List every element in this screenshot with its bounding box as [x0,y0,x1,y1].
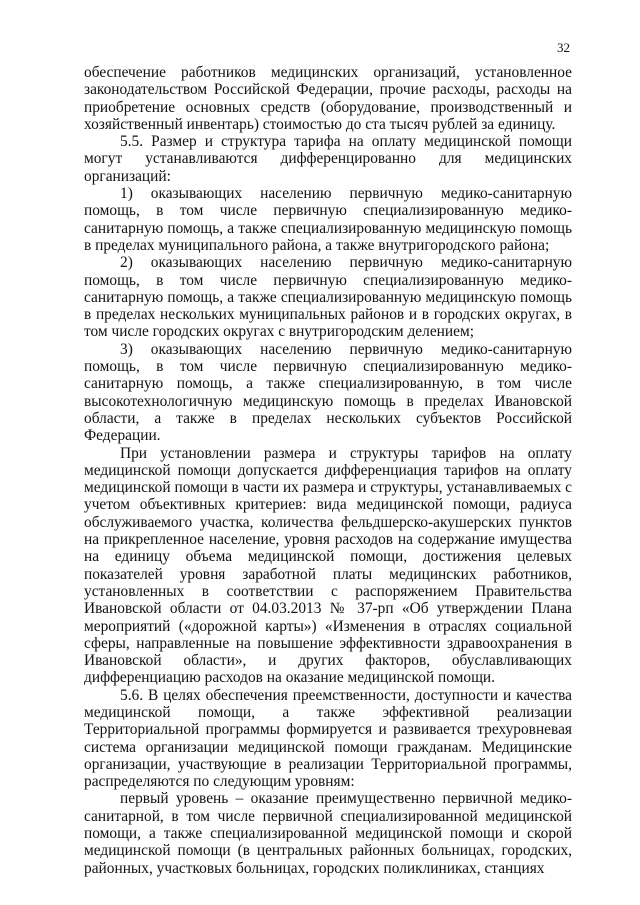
list-item-2: 2) оказывающих населению первичную медико-санитарную помощь, в том числе первичную специализированную медико-санитарную помощь, а также специализированную медицинскую помощь в пределах нескольких муниципальных районов и в городских округах, в том числе городских округах с внутригородским делением; [84,254,572,341]
list-item-1: 1) оказывающих населению первичную медико-санитарную помощь, в том числе первичную специализированную медико-санитарную помощь, а также специализированную медицинскую помощь в пределах муниципального района, а также внутригородского района; [84,185,572,254]
document-body [84,64,572,877]
paragraph-first-level: первый уровень – оказание преимущественно первичной медико-санитарной, в том числе первичной специализированной медицинской помощи, а также специализированной медицинской помощи и скорой медицинской помощи (в центральных районных больницах, городских, районных, участковых больницах, городских поликлиниках, станциях [84,790,572,877]
page-number: 32 [557,40,570,55]
paragraph-5-6: 5.6. В целях обеспечения преемственности, доступности и качества медицинской помощи, а также эффективной реализации Территориальной программы формируется и развивается трехуровневая система организации медицинской помощи гражданам. Медицинские организации, участвующие в реализации Территориальной программы, распределяются по следующим уровням: [84,686,572,791]
paragraph-5-5: 5.5. Размер и структура тарифа на оплату медицинской помощи могут устанавливаются дифференцированно для медицинских организаций: [84,133,572,185]
paragraph-tariff-differentiation: При установлении размера и структуры тарифов на оплату медицинской помощи допускается дифференциация тарифов на оплату медицинской помощи в части их размера и структуры, устанавливаемых с учетом объективных критериев: вида медицинской помощи, радиуса обслуживаемого участка, количества фельдшерско-акушерских пунктов на прикрепленное население, уровня расходов на содержание имущества на единицу объема медицинской помощи, достижения целевых показателей уровня заработной платы медицинских работников, установленных в соответствии с распоряжением Правительства Ивановской области от 04.03.2013 № 37-рп «Об утверждении Плана мероприятий («дорожной карты») «Изменения в отраслях социальной сферы, направленные на повышение эффективности здравоохранения в Ивановской области», и других факторов, обуславливающих дифференциацию расходов на оказание медицинской помощи. [84,444,572,687]
list-item-3: 3) оказывающих населению первичную медико-санитарную помощь, в том числе первичную специализированную медико-санитарную помощь, а также специализированную, в том числе высокотехнологичную медицинскую помощь в пределах Ивановской области, а также в пределах нескольких субъектов Российской Федерации. [84,340,572,445]
paragraph-continuation: обеспечение работников медицинских организаций, установленное законодательством Российской Федерации, прочие расходы, расходы на приобретение основных средств (оборудование, производственный и хозяйственный инвентарь) стоимостью до ста тысяч рублей за единицу. [84,64,572,133]
